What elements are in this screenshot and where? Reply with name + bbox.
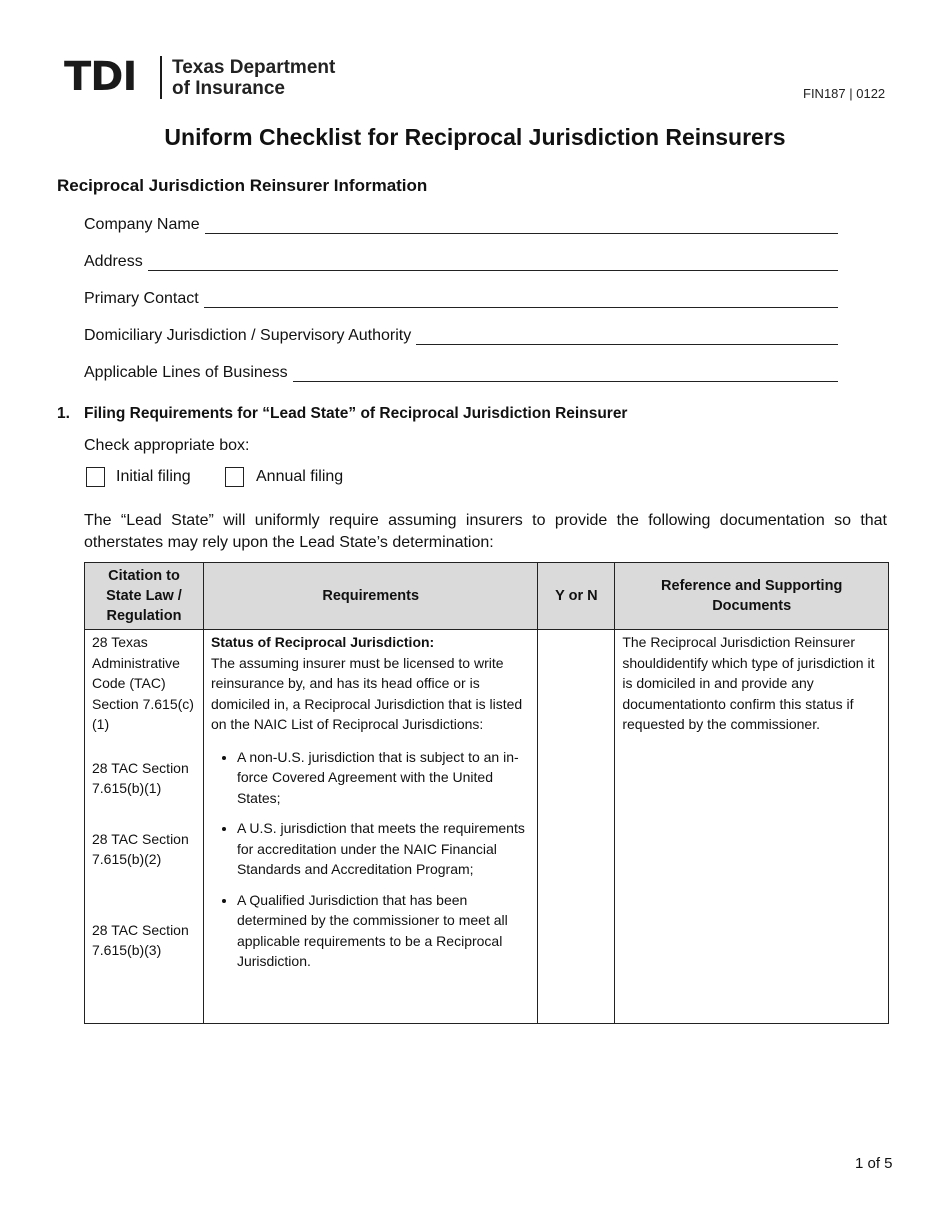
- initial-filing-checkbox[interactable]: [86, 467, 105, 487]
- requirement-text: The assuming insurer must be licensed to write reinsurance by, and has its head office or is domiciled in, a Reciprocal Jurisdiction that is listed on the NAIC List of Reciprocal Jurisdictions:: [210, 654, 523, 732]
- annual-filing-checkbox[interactable]: [225, 467, 244, 487]
- header-reference: Reference and Supporting Documents: [615, 563, 889, 630]
- initial-filing-label: Initial filing: [116, 468, 191, 485]
- lines-of-business-field: [84, 358, 838, 382]
- domiciliary-jurisdiction-input[interactable]: [416, 320, 838, 345]
- form-id: FIN187 | 0122: [803, 86, 886, 101]
- company-name-input[interactable]: [205, 209, 838, 234]
- header-citation: Citation to State Law / Regulation: [85, 563, 204, 630]
- list-item: • A non-U.S. jurisdiction that is subject to an in-force Covered Agreement with the United States;: [237, 747, 531, 809]
- section-title: Filing Requirements for “Lead State” of Reciprocal Jurisdiction Reinsurer: [84, 405, 628, 422]
- requirements-table: [84, 562, 889, 1024]
- header-y-or-n: Y or N: [538, 563, 615, 630]
- citation-4: 28 TAC Section 7.615(b)(3): [92, 921, 189, 958]
- citation-3: 28 TAC Section 7.615(b)(2): [92, 830, 189, 867]
- tdi-logo: TDI: [64, 54, 137, 100]
- header-requirements: Requirements: [203, 563, 538, 630]
- table-row: [85, 630, 889, 1024]
- lines-of-business-input[interactable]: [293, 357, 838, 382]
- agency-name-line1: Texas Department: [172, 57, 336, 78]
- lead-state-paragraph: The “Lead State” will uniformly require assuming insurers to provide the following documentation so that otherstates may rely upon the Lead State’s determination:: [84, 512, 887, 551]
- address-input[interactable]: [148, 246, 838, 271]
- list-item: • A Qualified Jurisdiction that has been determined by the commissioner to meet all applicable requirements to be a Reciprocal Jurisdiction.: [237, 890, 531, 972]
- list-item: • A U.S. jurisdiction that meets the requirements for accreditation under the NAIC Financial Standards and Accreditation Program;: [237, 818, 531, 880]
- company-name-field: [84, 210, 838, 234]
- citation-2: 28 TAC Section 7.615(b)(1): [92, 759, 189, 796]
- agency-name: [172, 57, 335, 99]
- domiciliary-jurisdiction-field: [84, 321, 838, 345]
- address-field: [84, 247, 838, 271]
- table-header-row: [85, 563, 889, 630]
- check-instruction: Check appropriate box:: [84, 437, 250, 454]
- reference-cell[interactable]: The Reciprocal Jurisdiction Reinsurer shouldidentify which type of jurisdiction it is domiciled in and provide any documentationto confirm this status if requested by the commissioner.: [615, 630, 889, 1024]
- annual-filing-label: Annual filing: [256, 468, 344, 485]
- address-label: Address: [84, 253, 143, 270]
- primary-contact-label: Primary Contact: [84, 290, 199, 307]
- primary-contact-input[interactable]: [204, 283, 838, 308]
- lines-of-business-label: Applicable Lines of Business: [84, 364, 288, 381]
- y-or-n-cell[interactable]: [538, 630, 615, 1024]
- page-number: 1 of 5: [855, 1155, 893, 1172]
- citation-1: 28 Texas Administrative Code (TAC) Section 7.615(c)(1): [92, 634, 194, 732]
- agency-name-line2: of Insurance: [172, 78, 285, 99]
- section-number: 1.: [57, 405, 70, 422]
- logo-divider: [160, 56, 162, 99]
- page-title: Uniform Checklist for Reciprocal Jurisdiction Reinsurers: [164, 124, 786, 150]
- requirement-heading: Status of Reciprocal Jurisdiction:: [210, 634, 435, 650]
- requirements-cell: [203, 630, 538, 1024]
- citation-cell: [85, 630, 204, 1024]
- primary-contact-field: [84, 284, 838, 308]
- domiciliary-jurisdiction-label: Domiciliary Jurisdiction / Supervisory Authority: [84, 327, 412, 344]
- company-name-label: Company Name: [84, 216, 200, 233]
- info-section-title: Reciprocal Jurisdiction Reinsurer Information: [57, 176, 428, 195]
- requirement-bullets: [211, 747, 531, 972]
